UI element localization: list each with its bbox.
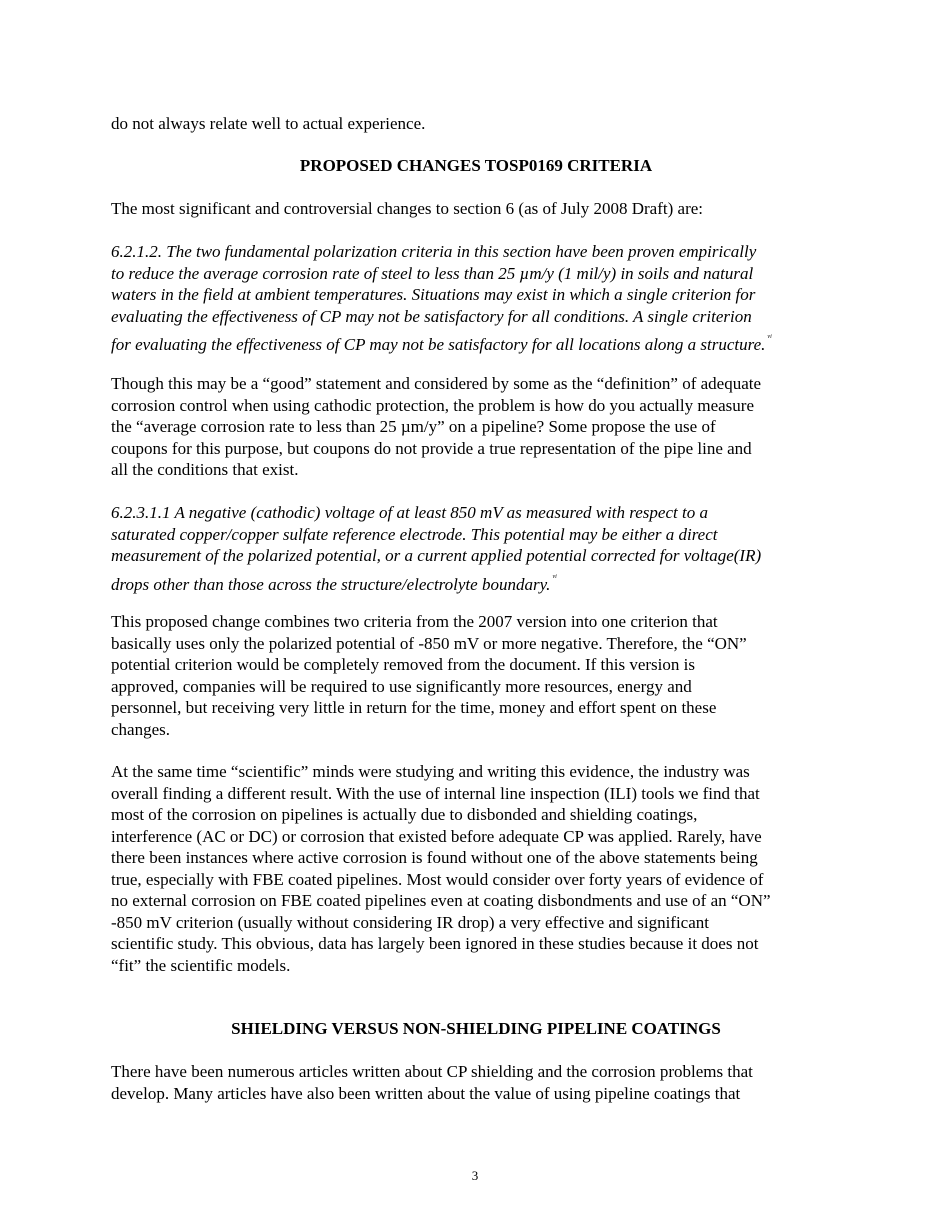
endnote-marker: vi [552, 573, 557, 580]
section-heading-shielding: SHIELDING VERSUS NON-SHIELDING PIPELINE COATINGS [231, 1019, 721, 1038]
endnote-marker: vi [767, 334, 772, 340]
paragraph-though [111, 373, 851, 481]
quote-line: 6.2.3.1.1 A negative (cathodic) voltage of at least 850 mV as measured with respect to a [111, 503, 708, 522]
paragraph-intro: The most significant and controversial changes to section 6 (as of July 2008 Draft) are: [111, 199, 703, 218]
text-line: Though this may be a “good” statement and considered by some as the “definition” of adequate [111, 374, 762, 393]
text-line: there been instances where active corrosion is found without one of the above statements being [111, 848, 758, 867]
quote-6-2-3-1-1 [111, 502, 851, 595]
text-line: changes. [111, 719, 171, 739]
quote-line: to reduce the average corrosion rate of steel to less than 25 µm/y (1 mil/y) in soils and natural [111, 263, 754, 283]
quote-line-text: for evaluating the effectiveness of CP may not be satisfactory for all locations along a structure. [111, 335, 766, 354]
quote-line: waters in the field at ambient temperatures. Situations may exist in which a single criterion for [111, 285, 756, 304]
text-line: corrosion control when using cathodic protection, the problem is how do you actually measure [111, 395, 755, 415]
text-line: no external corrosion on FBE coated pipelines even at coating disbondments and use of an “ON” [111, 891, 771, 910]
text-line: “fit” the scientific models. [111, 955, 291, 975]
text-line: all the conditions that exist. [111, 460, 299, 479]
text-line: basically uses only the polarized potential of -850 mV or more negative. Therefore, the “ON” [111, 633, 747, 653]
text-line: personnel, but receiving very little in return for the time, money and effort spent on these [111, 698, 717, 717]
text-line: This proposed change combines two criteria from the 2007 version into one criterion that [111, 612, 718, 631]
quote-line: saturated copper/copper sulfate reference electrode. This potential may be either a direct [111, 524, 718, 544]
text-line: coupons for this purpose, but coupons do not provide a true representation of the pipe line and [111, 438, 752, 458]
text-line: approved, companies will be required to use significantly more resources, energy and [111, 676, 692, 696]
quote-line: measurement of the polarized potential, or a current applied potential corrected for voltage(IR) [111, 546, 762, 565]
text-line: There have been numerous articles written about CP shielding and the corrosion problems that [111, 1062, 753, 1081]
quote-line: evaluating the effectiveness of CP may not be satisfactory for all conditions. A single criterion [111, 306, 752, 326]
text-line: At the same time “scientific” minds were studying and writing this evidence, the industry was [111, 762, 750, 781]
quote-line [111, 567, 851, 596]
text-line: the “average corrosion rate to less than 25 µm/y” on a pipeline? Some propose the use of [111, 417, 716, 436]
quote-line: 6.2.1.2. The two fundamental polarization criteria in this section have been proven empirically [111, 242, 757, 261]
text-line: interference (AC or DC) or corrosion that existed before adequate CP was applied. Rarely, have [111, 826, 762, 846]
section-heading-criteria: PROPOSED CHANGES TOSP0169 CRITERIA [299, 156, 653, 175]
page-number: 3 [471, 1168, 479, 1183]
text-line: potential criterion would be completely removed from the document. If this version is [111, 655, 695, 674]
quote-6-2-1-2 [111, 241, 851, 356]
text-line: scientific study. This obvious, data has largely been ignored in these studies because it does not [111, 934, 759, 953]
text-line: true, especially with FBE coated pipelines. Most would consider over forty years of evidence of [111, 869, 764, 889]
quote-line-text: drops other than those across the structure/electrolyte boundary. [111, 574, 551, 594]
paragraph-continuation: do not always relate well to actual experience. [111, 114, 426, 133]
paragraph-proposed-change [111, 611, 851, 740]
paragraph-shielding [111, 1061, 851, 1104]
quote-line [111, 327, 851, 356]
text-line: overall finding a different result. With the use of internal line inspection (ILI) tools we find that [111, 783, 760, 803]
text-line: -850 mV criterion (usually without considering IR drop) a very effective and significant [111, 912, 709, 932]
text-line: most of the corrosion on pipelines is actually due to disbonded and shielding coatings, [111, 805, 698, 824]
text-line: develop. Many articles have also been written about the value of using pipeline coatings that [111, 1083, 741, 1103]
paragraph-same-time [111, 761, 851, 976]
